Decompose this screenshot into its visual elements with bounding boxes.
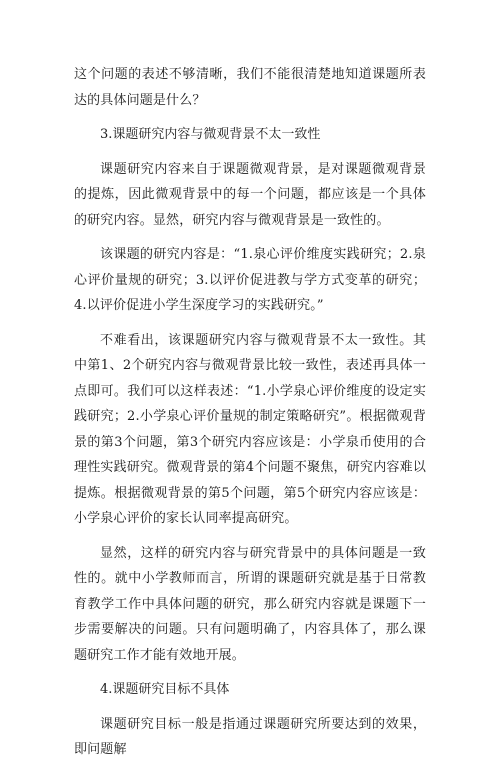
paragraph-research-goal: 课题研究目标一般是指通过课题研究所要达到的效果，即问题解: [74, 716, 426, 757]
document-body: [74, 62, 426, 763]
paragraph-research-content: 该课题的研究内容是：“1.泉心评价维度实践研究；2.泉心评价量规的研究；3.以评价促进教与学方式变革的研究；4.以评价促进小学生深度学习的实践研究。”: [74, 247, 426, 313]
paragraph-gap: [74, 668, 426, 677]
section-heading-3: 3.课题研究内容与微观背景不太一致性: [100, 127, 321, 142]
paragraph-gap: [74, 148, 426, 157]
paragraph-gap: [74, 703, 426, 712]
paragraph-gap: [74, 319, 426, 328]
paragraph-conclusion: 显然，这样的研究内容与研究背景中的具体问题是一致性的。就中小学教师而言，所谓的课题研究就是基于日常教育教学工作中具体问题的研究，那么研究内容就是课题下一步需要解决的问题。只有问题明确了，内容具体了，那么课题研究工作才能有效地开展。: [74, 545, 426, 663]
paragraph-analysis: 不难看出，该课题研究内容与微观背景不太一致性。其中第1、2个研究内容与微观背景比较一致性，表述再具体一点即可。我们可以这样表述：“1.小学泉心评价维度的设定实践研究；2.小学泉心评价量规的制定策略研究”。根据微观背景的第3个问题，第3个研究内容应该是：小学泉币使用的合理性实践研究。微观背景的第4个问题不聚焦，研究内容难以提炼。根据微观背景的第5个问题，第5个研究内容应该是：小学泉心评价的家长认同率提高研究。: [74, 332, 426, 526]
section-heading-4: 4.课题研究目标不具体: [100, 682, 230, 697]
paragraph-gap: [74, 233, 426, 242]
paragraph-content-source: 课题研究内容来自于课题微观背景，是对课题微观背景的提炼，因此微观背景中的每一个问题，都应该是一个具体的研究内容。显然，研究内容与微观背景是一致性的。: [74, 161, 426, 228]
paragraph-gap: [74, 532, 426, 541]
paragraph-problem-statement: 这个问题的表述不够清晰，我们不能很清楚地知道课题所表达的具体问题是什么？: [74, 67, 426, 108]
paragraph-gap: [74, 113, 426, 122]
